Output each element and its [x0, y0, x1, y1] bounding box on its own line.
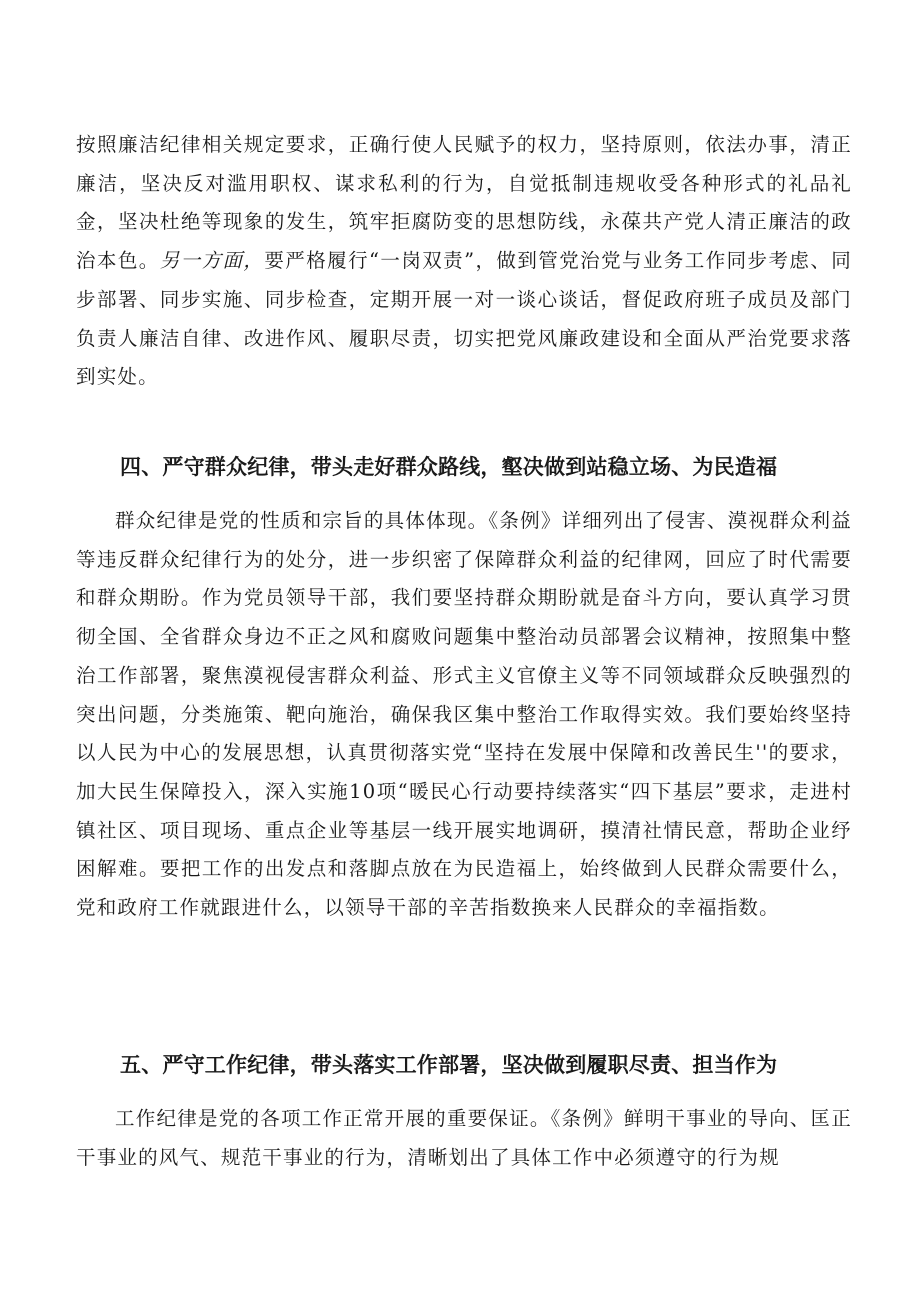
section-heading-mass-discipline: 四、严守群众纪律，带头走好群众路线，壑决做到站稳立场、为民造福 — [120, 455, 778, 479]
paragraph-text: 按照廉洁纪律相关规定要求，正确行使人民赋予的权力，坚持原则，依法办事，清正廉洁，坚决反对滥用职权、谋求私利的行为，自觉抵制违规收受各种形式的礼品礼金，坚决杜绝等现象的发生，筑牢拒腐防变的思想防线，永葆共产党人清正廉洁的政治本色。 — [76, 133, 852, 273]
paragraph-text: 要严格履行“一岗双责”，做到管党治党与业务工作同步考虑、同步部署、同步实施、同步检查，定期开展一对一谈心谈话，督促政府班子成员及部门负责人廉洁自律、改进作风、履职尽责，切实把党风廉政建设和全面从严治党要求落到实处。 — [76, 249, 852, 389]
paragraph-work-discipline: 工作纪律是党的各项工作正常开展的重要保证。《条例》鲜明干事业的导向、匡正干事业的风气、规范干事业的行为，清晰划出了具体工作中必须遵守的行为规 — [76, 1107, 852, 1169]
paragraph-integrity-discipline — [76, 126, 852, 397]
emphasis-text: 另一方面， — [159, 249, 265, 273]
section-heading-work-discipline: 五、严守工作纪律，带头落实工作部署，坚决做到履职尽责、担当作为 — [120, 1053, 778, 1077]
paragraph-mass-discipline: 群众纪律是党的性质和宗旨的具体体现。《条例》详细列出了侵害、漠视群众利益等违反群众纪律行为的处分，进一步织密了保障群众利益的纪律网，回应了时代需要和群众期盼。作为党员领导干部，我们要坚持群众期盼就是奋斗方向，要认真学习贯彻全国、全省群众身边不正之风和腐败问题集中整治动员部署会议精神，按照集中整治工作部署，聚焦漠视侵害群众利益、形式主义官僚主义等不同领域群众反映强烈的突出问题，分类施策、靶向施治，确保我区集中整治工作取得实效。我们要始终坚持以人民为中心的发展思想，认真贯彻落实党“坚持在发展中保障和改善民生''的要求，加大民生保障投入，深入实施10项“暖民心行动要持续落实“四下基层”要求，走进村镇社区、项目现场、重点企业等基层一线开展实地调研，摸清社情民意，帮助企业纾困解难。要把工作的出发点和落脚点放在为民造福上，始终做到人民群众需要什么，党和政府工作就跟进什么，以领导干部的辛苦指数换来人民群众的幸福指数。 — [76, 509, 852, 920]
